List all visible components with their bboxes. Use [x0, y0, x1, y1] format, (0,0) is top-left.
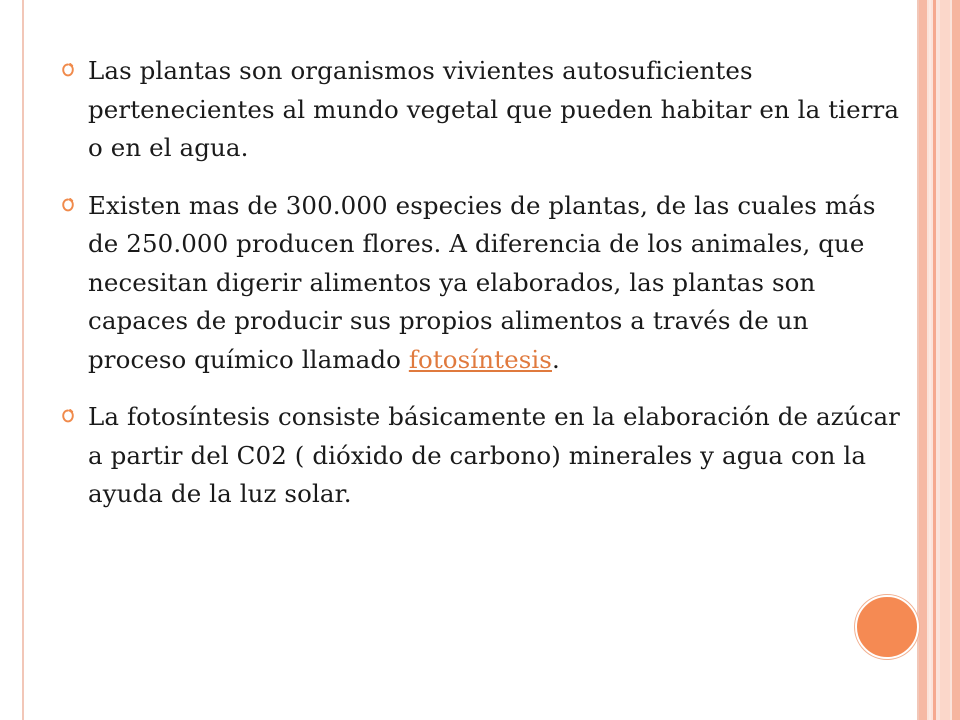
- side-stripe: [933, 0, 936, 720]
- bullet-list: [62, 52, 902, 514]
- fotosintesis-link[interactable]: fotosíntesis: [408, 344, 552, 374]
- bullet-icon: [62, 409, 74, 423]
- bullet-icon: [62, 63, 74, 77]
- bullet-icon: [62, 198, 74, 212]
- side-stripe: [940, 0, 950, 720]
- bullet-item: [62, 187, 902, 380]
- circle-accent-icon: [855, 595, 919, 659]
- bullet-text: Las plantas son organismos vivientes autosuficientes pertenecientes al mundo vegetal que pueden habitar en la tierra o en el agua.: [88, 56, 900, 162]
- side-stripe: [952, 0, 960, 720]
- bullet-text: Existen mas de 300.000 especies de plantas, de las cuales más de 250.000 producen flores. A diferencia de los animales, que necesitan digerir alimentos ya elaborados, las plantas son capaces de producir sus propios alimentos a través de un proceso químico llamado: [88, 190, 876, 374]
- slide-content: [62, 52, 902, 533]
- bullet-text-end: .: [551, 344, 560, 374]
- bullet-item: [62, 52, 902, 168]
- bullet-text: La fotosíntesis consiste básicamente en la elaboración de azúcar a partir del C02 ( dióxido de carbono) minerales y agua con la ayuda de la luz solar.: [88, 402, 900, 508]
- side-stripe: [919, 0, 927, 720]
- side-stripe: [929, 0, 931, 720]
- bullet-item: [62, 398, 902, 514]
